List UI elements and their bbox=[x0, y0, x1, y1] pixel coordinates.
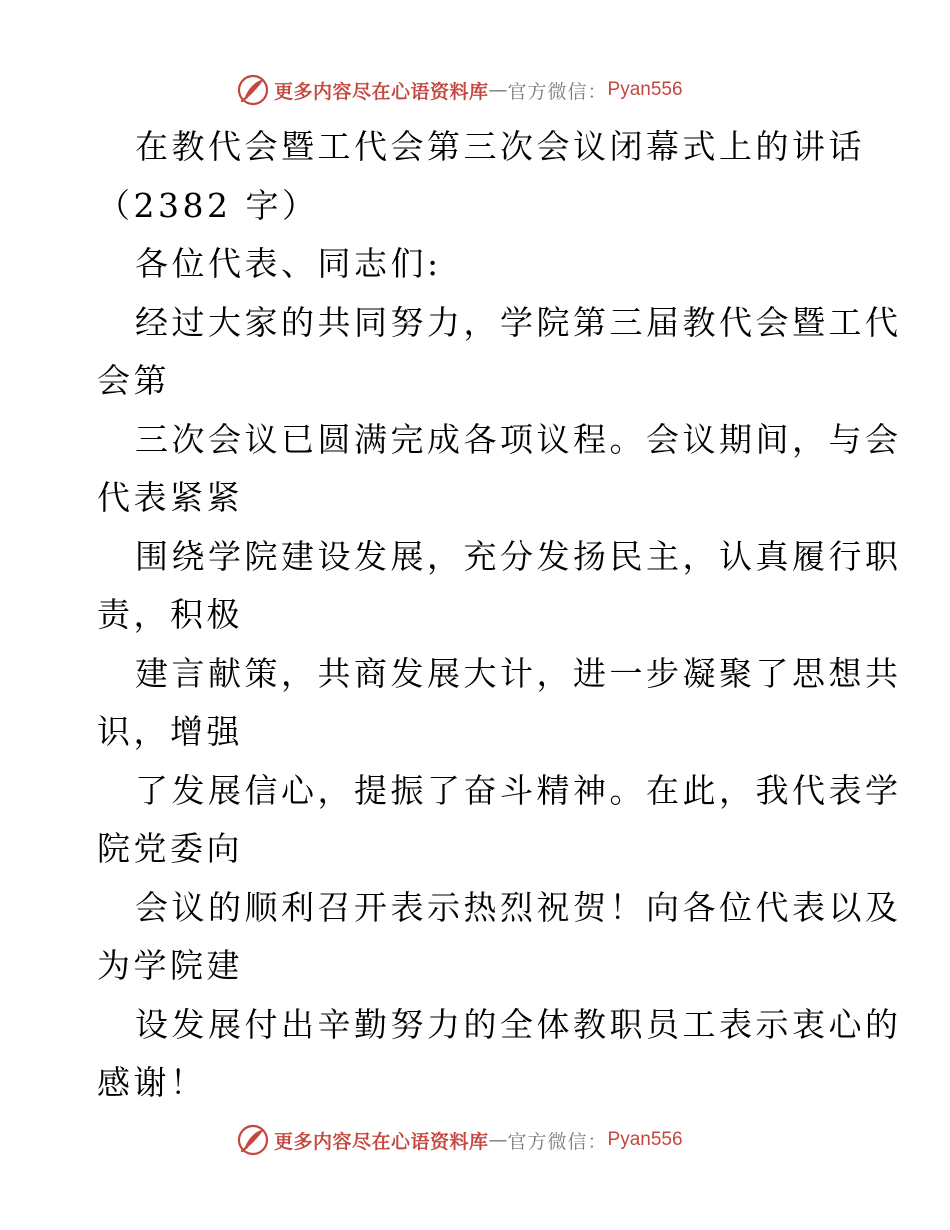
text-line: 经过大家的共同努力，学院第三届教代会暨工代 bbox=[135, 302, 902, 342]
watermark-sub-text: 官方微信： bbox=[507, 1130, 608, 1153]
text-line: 三次会议已圆满完成各项议程。会议期间，与会 bbox=[135, 419, 902, 459]
text-line: 围绕学院建设发展，充分发扬民主，认真履行职 bbox=[135, 536, 902, 576]
document-body bbox=[97, 118, 902, 1113]
text-line: 院党委向 bbox=[97, 829, 243, 868]
watermark-dash: — bbox=[488, 1129, 508, 1151]
quill-pen-logo-icon bbox=[236, 1123, 270, 1157]
watermark-dash: — bbox=[488, 79, 508, 101]
quill-pen-logo-icon bbox=[236, 73, 270, 107]
text-line: 为学院建 bbox=[97, 946, 243, 985]
watermark-sub-text: 官方微信： bbox=[507, 80, 608, 103]
text-line: 了发展信心，提振了奋斗精神。在此，我代表学 bbox=[135, 770, 902, 810]
text-line: 识，增强 bbox=[97, 712, 243, 751]
watermark-main-text: 更多内容尽在心语资料库 bbox=[274, 1130, 489, 1153]
footer-watermark bbox=[236, 1122, 683, 1158]
watermark-wechat-id: Pyan556 bbox=[607, 79, 683, 100]
watermark-wechat-id: Pyan556 bbox=[607, 1129, 683, 1150]
word-count: （2382 字） bbox=[97, 185, 319, 225]
watermark-main-text: 更多内容尽在心语资料库 bbox=[274, 80, 489, 103]
text-line: 责，积极 bbox=[97, 595, 243, 634]
text-line: 会第 bbox=[97, 361, 170, 400]
text-line: 感谢！ bbox=[97, 1063, 207, 1102]
text-line: 设发展付出辛勤努力的全体教职员工表示衷心的 bbox=[135, 1004, 902, 1044]
text-line: 建言献策，共商发展大计，进一步凝聚了思想共 bbox=[135, 653, 902, 693]
document-title: 在教代会暨工代会第三次会议闭幕式上的讲话 bbox=[135, 127, 865, 166]
salutation: 各位代表、同志们: bbox=[135, 244, 442, 283]
text-line: 会议的顺利召开表示热烈祝贺！向各位代表以及 bbox=[135, 887, 902, 927]
text-line: 代表紧紧 bbox=[97, 478, 243, 517]
header-watermark bbox=[236, 72, 683, 108]
